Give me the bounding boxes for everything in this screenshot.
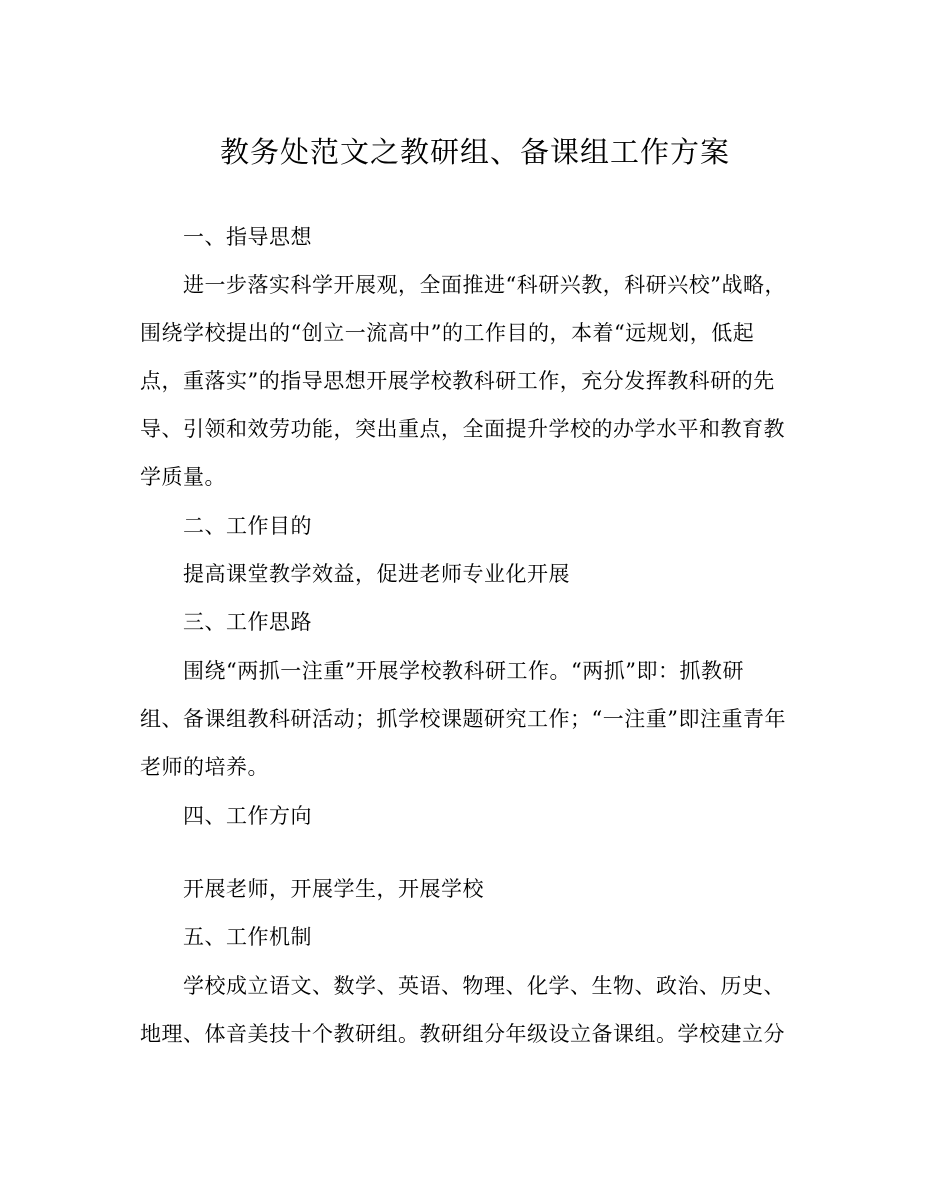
- paragraph-line: 老师的培养。: [140, 755, 269, 779]
- paragraph-line: 围绕学校提出的“创立一流高中”的工作目的，本着“远规划，低起: [140, 321, 755, 345]
- paragraph-line: 进一步落实科学开展观，全面推进“科研兴教，科研兴校”战略，: [183, 273, 786, 297]
- paragraph-line: 学质量。: [140, 465, 226, 489]
- paragraph-line: 学校成立语文、数学、英语、物理、化学、生物、政治、历史、: [183, 974, 785, 998]
- paragraph-line: 导、引领和效劳功能，突出重点，全面提升学校的办学水平和教育教: [140, 417, 785, 441]
- section-heading-work-direction: 四、工作方向: [183, 804, 312, 828]
- paragraph-line: 点，重落实”的指导思想开展学校教科研工作，充分发挥教科研的先: [140, 369, 775, 393]
- paragraph-line: 组、备课组教科研活动；抓学校课题研究工作；“一注重”即注重青年: [140, 707, 786, 731]
- paragraph-line: 开展老师，开展学生，开展学校: [183, 877, 484, 901]
- paragraph-line: 围绕“两抓一注重”开展学校教科研工作。“两抓”即：抓教研: [183, 659, 744, 683]
- paragraph-line: 提高课堂教学效益，促进老师专业化开展: [183, 562, 570, 586]
- section-heading-work-goal: 二、工作目的: [183, 514, 312, 538]
- section-heading-work-approach: 三、工作思路: [183, 610, 312, 634]
- paragraph-line: 地理、体音美技十个教研组。教研组分年级设立备课组。学校建立分: [140, 1022, 785, 1046]
- section-heading-work-mechanism: 五、工作机制: [183, 925, 312, 949]
- section-heading-guiding-ideology: 一、指导思想: [183, 225, 312, 249]
- document-title: 教务处范文之教研组、备课组工作方案: [219, 135, 730, 169]
